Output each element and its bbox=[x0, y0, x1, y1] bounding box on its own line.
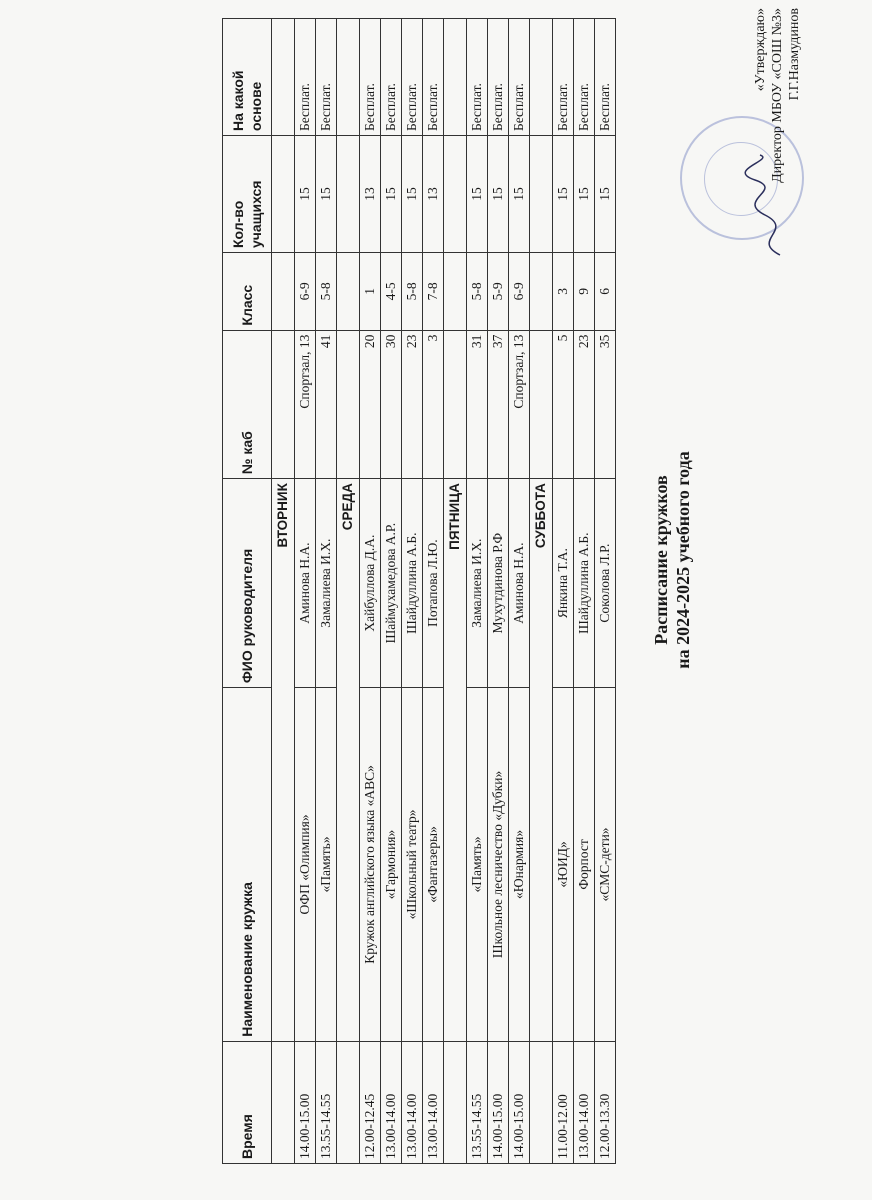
cell-basis: Бесплат. bbox=[574, 19, 595, 136]
cell-count: 13 bbox=[360, 136, 381, 253]
cell-count: 15 bbox=[381, 136, 402, 253]
cell-name: Школьное лесничество «Дубки» bbox=[488, 688, 509, 1042]
cell-basis: Бесплат. bbox=[553, 19, 574, 136]
day-label: ВТОРНИК bbox=[272, 479, 295, 1042]
cell-leader: Шайдуллина А.Б. bbox=[574, 479, 595, 688]
day-row-blank bbox=[444, 1041, 467, 1163]
cell-leader: Аминова Н.А. bbox=[509, 479, 530, 688]
cell-count: 15 bbox=[488, 136, 509, 253]
cell-time: 13.00-14.00 bbox=[574, 1041, 595, 1163]
table-row bbox=[595, 19, 616, 1164]
cell-count: 13 bbox=[423, 136, 444, 253]
cell-time: 13.00-14.00 bbox=[423, 1041, 444, 1163]
cell-basis: Бесплат. bbox=[467, 19, 488, 136]
page-title bbox=[650, 340, 694, 780]
cell-basis: Бесплат. bbox=[295, 19, 316, 136]
cell-basis: Бесплат. bbox=[423, 19, 444, 136]
table-row bbox=[381, 19, 402, 1164]
table-row bbox=[360, 19, 381, 1164]
cell-basis: Бесплат. bbox=[488, 19, 509, 136]
cell-name: «Школьный театр» bbox=[402, 688, 423, 1042]
cell-room: Спортзал, 13 bbox=[509, 330, 530, 479]
cell-count: 15 bbox=[595, 136, 616, 253]
cell-class: 7-8 bbox=[423, 253, 444, 331]
cell-room: 30 bbox=[381, 330, 402, 479]
cell-name: «Гармония» bbox=[381, 688, 402, 1042]
cell-basis: Бесплат. bbox=[402, 19, 423, 136]
cell-leader: Соколова Л.Р. bbox=[595, 479, 616, 688]
cell-count: 15 bbox=[402, 136, 423, 253]
header-name: Наименование кружка bbox=[223, 688, 272, 1042]
cell-time: 11.00-12.00 bbox=[553, 1041, 574, 1163]
cell-room: Спортзал, 13 bbox=[295, 330, 316, 479]
cell-time: 14.00-15.00 bbox=[509, 1041, 530, 1163]
header-leader: ФИО руководителя bbox=[223, 479, 272, 688]
day-row-blank bbox=[272, 136, 295, 253]
cell-room: 37 bbox=[488, 330, 509, 479]
title-line: Расписание кружков bbox=[651, 475, 671, 645]
cell-leader: Замалиева И.Х. bbox=[316, 479, 337, 688]
cell-name: «Память» bbox=[316, 688, 337, 1042]
table-row bbox=[295, 19, 316, 1164]
cell-leader: Замалиева И.Х. bbox=[467, 479, 488, 688]
cell-name: Форпост bbox=[574, 688, 595, 1042]
cell-room: 35 bbox=[595, 330, 616, 479]
day-row-blank bbox=[337, 19, 360, 136]
cell-count: 15 bbox=[316, 136, 337, 253]
cell-basis: Бесплат. bbox=[381, 19, 402, 136]
day-row-blank bbox=[272, 1041, 295, 1163]
cell-count: 15 bbox=[467, 136, 488, 253]
cell-basis: Бесплат. bbox=[360, 19, 381, 136]
schedule-table bbox=[222, 18, 616, 1164]
day-row-blank bbox=[272, 330, 295, 479]
cell-time: 13.55-14.55 bbox=[316, 1041, 337, 1163]
day-row-blank bbox=[337, 330, 360, 479]
table-row bbox=[509, 19, 530, 1164]
cell-count: 15 bbox=[509, 136, 530, 253]
schedule-body bbox=[272, 19, 616, 1164]
day-row-blank bbox=[530, 136, 553, 253]
cell-name: «ЮИД» bbox=[553, 688, 574, 1042]
cell-leader: Шаймухамедова А.Р. bbox=[381, 479, 402, 688]
day-row-blank bbox=[444, 253, 467, 331]
cell-room: 3 bbox=[423, 330, 444, 479]
cell-name: ОФП «Олимпия» bbox=[295, 688, 316, 1042]
approval-line: «Утверждаю» bbox=[753, 8, 768, 92]
approval-block bbox=[752, 8, 803, 198]
table-row bbox=[467, 19, 488, 1164]
header-time: Время bbox=[223, 1041, 272, 1163]
table-row bbox=[402, 19, 423, 1164]
cell-room: 20 bbox=[360, 330, 381, 479]
day-row bbox=[444, 19, 467, 1164]
cell-basis: Бесплат. bbox=[595, 19, 616, 136]
header-class: Класс bbox=[223, 253, 272, 331]
cell-room: 31 bbox=[467, 330, 488, 479]
day-row-blank bbox=[444, 136, 467, 253]
table-row bbox=[316, 19, 337, 1164]
day-row-blank bbox=[530, 253, 553, 331]
day-row bbox=[530, 19, 553, 1164]
cell-room: 41 bbox=[316, 330, 337, 479]
cell-leader: Янкина Т.А. bbox=[553, 479, 574, 688]
cell-name: «СМС-дети» bbox=[595, 688, 616, 1042]
cell-leader: Хайбуллова Д.А. bbox=[360, 479, 381, 688]
day-row-blank bbox=[444, 19, 467, 136]
cell-name: «Память» bbox=[467, 688, 488, 1042]
cell-class: 6-9 bbox=[295, 253, 316, 331]
cell-time: 13.55-14.55 bbox=[467, 1041, 488, 1163]
cell-class: 1 bbox=[360, 253, 381, 331]
day-row-blank bbox=[337, 253, 360, 331]
cell-room: 23 bbox=[402, 330, 423, 479]
table-row bbox=[574, 19, 595, 1164]
cell-class: 5-8 bbox=[467, 253, 488, 331]
cell-class: 5-8 bbox=[402, 253, 423, 331]
day-label: ПЯТНИЦА bbox=[444, 479, 467, 1042]
cell-leader: Шайдуллина А.Б. bbox=[402, 479, 423, 688]
cell-time: 12.00-13.30 bbox=[595, 1041, 616, 1163]
table-header-row bbox=[223, 19, 272, 1164]
cell-class: 3 bbox=[553, 253, 574, 331]
approval-line: Директор МБОУ «СОШ №3» bbox=[770, 8, 785, 183]
cell-class: 6-9 bbox=[509, 253, 530, 331]
day-row-blank bbox=[530, 19, 553, 136]
cell-leader: Аминова Н.А. bbox=[295, 479, 316, 688]
cell-room: 5 bbox=[553, 330, 574, 479]
table-row bbox=[488, 19, 509, 1164]
title-line: на 2024-2025 учебного года bbox=[673, 451, 693, 669]
day-row bbox=[272, 19, 295, 1164]
cell-time: 13.00-14.00 bbox=[402, 1041, 423, 1163]
cell-class: 5-8 bbox=[316, 253, 337, 331]
cell-leader: Мухутдинова Р.Ф bbox=[488, 479, 509, 688]
cell-basis: Бесплат. bbox=[316, 19, 337, 136]
cell-count: 15 bbox=[295, 136, 316, 253]
cell-time: 14.00-15.00 bbox=[488, 1041, 509, 1163]
cell-leader: Потапова Л.Ю. bbox=[423, 479, 444, 688]
cell-class: 4-5 bbox=[381, 253, 402, 331]
cell-time: 14.00-15.00 bbox=[295, 1041, 316, 1163]
day-label: СРЕДА bbox=[337, 479, 360, 1042]
cell-class: 6 bbox=[595, 253, 616, 331]
header-basis: На какой основе bbox=[223, 19, 272, 136]
cell-count: 15 bbox=[553, 136, 574, 253]
day-row-blank bbox=[530, 330, 553, 479]
day-row bbox=[337, 19, 360, 1164]
approval-line: Г.Г.Назмудинов bbox=[787, 8, 802, 101]
cell-basis: Бесплат. bbox=[509, 19, 530, 136]
day-row-blank bbox=[272, 253, 295, 331]
cell-name: «Юнармия» bbox=[509, 688, 530, 1042]
day-row-blank bbox=[337, 1041, 360, 1163]
cell-time: 13.00-14.00 bbox=[381, 1041, 402, 1163]
day-row-blank bbox=[337, 136, 360, 253]
day-label: СУББОТА bbox=[530, 479, 553, 1042]
day-row-blank bbox=[530, 1041, 553, 1163]
cell-class: 9 bbox=[574, 253, 595, 331]
header-room: № каб bbox=[223, 330, 272, 479]
day-row-blank bbox=[272, 19, 295, 136]
cell-time: 12.00-12.45 bbox=[360, 1041, 381, 1163]
header-count: Кол-во учащихся bbox=[223, 136, 272, 253]
cell-class: 5-9 bbox=[488, 253, 509, 331]
table-row bbox=[553, 19, 574, 1164]
cell-name: «Фантазеры» bbox=[423, 688, 444, 1042]
table-row bbox=[423, 19, 444, 1164]
cell-room: 23 bbox=[574, 330, 595, 479]
day-row-blank bbox=[444, 330, 467, 479]
cell-count: 15 bbox=[574, 136, 595, 253]
cell-name: Кружок английского языка «АВС» bbox=[360, 688, 381, 1042]
